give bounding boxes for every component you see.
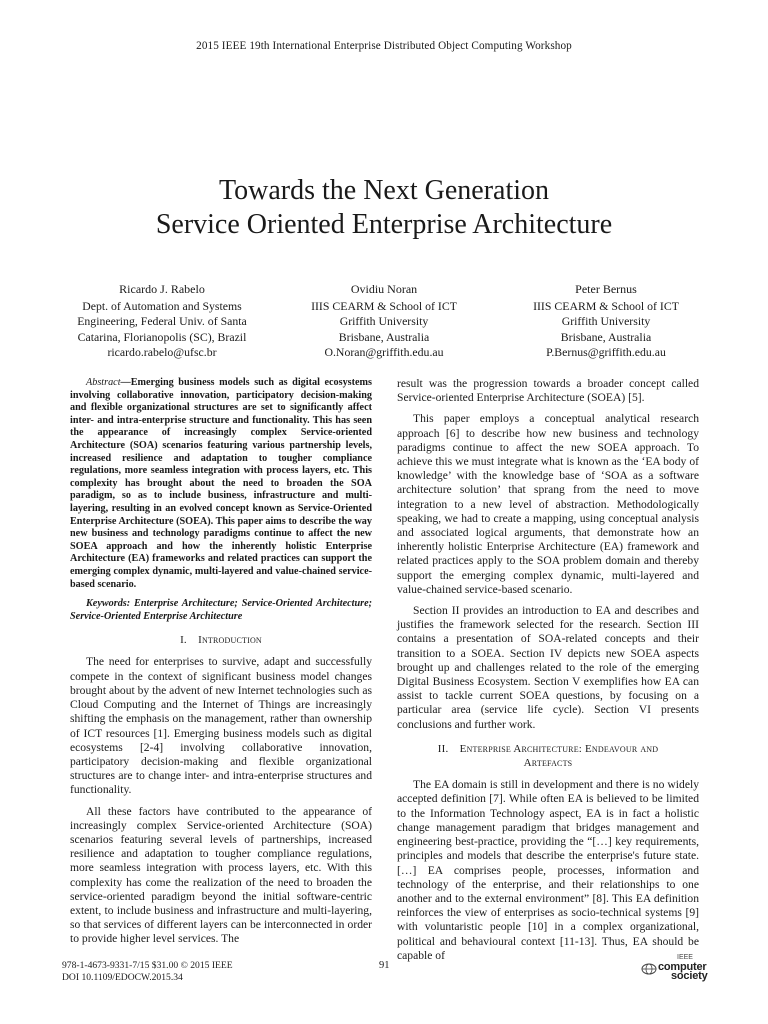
author-affiliation-line: Brisbane, Australia bbox=[560, 329, 652, 344]
page-number: 91 bbox=[379, 960, 390, 971]
author-affiliation-line: IIIS CEARM & School of ICT bbox=[311, 298, 457, 313]
left-column bbox=[70, 377, 372, 954]
author-2 bbox=[284, 282, 484, 361]
footer-isbn-line: 978-1-4673-9331-7/15 $31.00 © 2015 IEEE bbox=[62, 960, 233, 971]
paragraph: The EA domain is still in development and there is no widely accepted definition [7]. While often EA is believed to be limited to the Information Technology aspect, EA is in fact a holistic change management paradigm that bridges management and engineering best-practice, providing the “[…] key requirements, principles and models that describe the enterprise's future state. […] EA comprises people, processes, information and technology of the enterprise, and their relationships to one another and to the external environment” [8]. This EA definition reinforces the view of enterprises as socio-technical systems [9] with voluntaristic people [10] in a complex organizational, political and behavioural context [11-13]. Thus, EA should be capable of bbox=[397, 778, 699, 962]
paragraph: All these factors have contributed to the appearance of increasingly complex Service-oriented Architecture (SOA) scenarios featuring several levels of partnerships, increased resilience and adaptation to tougher compliance regulations, more seamless integration with process layers, etc. With this complexity has come the realization of the need to broaden the service-oriented paradigm beyond the initial software-centric extent, to include business and infrastructure and multi-layering, so that services of different layers can be interconnected in order to provide higher level services. The bbox=[70, 804, 372, 946]
title-line-2: Service Oriented Enterprise Architecture bbox=[155, 209, 613, 240]
author-name: Ricardo J. Rabelo bbox=[119, 282, 205, 296]
author-name: Ovidiu Noran bbox=[350, 282, 418, 296]
author-affiliation-line: Catarina, Florianopolis (SC), Brazil bbox=[77, 329, 247, 344]
footer-doi-line: DOI 10.1109/EDOCW.2015.34 bbox=[62, 972, 183, 983]
abstract-lead: Abstract bbox=[86, 377, 121, 388]
paragraph: Section II provides an introduction to EA and describes and justifies the framework selected for the research. Section III contains a presentation of SOA-related concepts and their transition to a SOEA. Section IV depicts new SOEA aspects brought up and challenges related to the role of the emerging Digital Business Ecosystem. Section V exemplifies how EA can assist to tackle current SOEA questions, by focusing on a particular area (service life cycle). Section VI presents conclusions and further work. bbox=[397, 604, 699, 731]
author-affiliation-line: Engineering, Federal Univ. of Santa bbox=[77, 314, 247, 328]
paper-title bbox=[0, 174, 768, 242]
globe-icon bbox=[641, 963, 657, 975]
computer-society-logo bbox=[641, 954, 715, 980]
abstract-text: Emerging business models such as digital ecosystems involving collaborative innovation, participatory decision-making and flexible organizational structures are set to significantly affect inter- and intra-enterprise structure and functionality. This has seen the appearance of increasingly complex Service-oriented Architecture (SOA) scenarios featuring various partnership levels, increased resilience and adaptation to tougher compliance regulations, more seamless integration with process layers, etc. This complexity has brought about the need to broaden the SOA paradigm, so as to include business, infrastructure and multi-layering, resulting in an evolved concept known as Service-Oriented Enterprise Architecture (SOEA). This paper aims to describe the way new business and technology paradigms continue to affect the new SOEA approach and how the inherently holistic Enterprise Architecture (EA) frameworks and related practices can support the emerging complex dynamic, multi-layered and value-chained service-based scenario. bbox=[70, 377, 372, 590]
author-affiliation-line: IIIS CEARM & School of ICT bbox=[533, 298, 679, 313]
title-line-1: Towards the Next Generation bbox=[218, 175, 550, 206]
author-block bbox=[62, 282, 706, 359]
logo-computer-text: computer bbox=[658, 961, 707, 973]
author-1 bbox=[62, 282, 262, 361]
author-affiliation-line: Griffith University bbox=[339, 314, 429, 328]
section-heading-enterprise-architecture bbox=[397, 742, 699, 770]
author-3 bbox=[506, 282, 706, 361]
author-email: P.Bernus@griffith.edu.au bbox=[546, 345, 666, 359]
abstract bbox=[70, 377, 372, 591]
author-email: ricardo.rabelo@ufsc.br bbox=[107, 345, 217, 359]
footer-copyright bbox=[62, 960, 233, 984]
right-column bbox=[397, 377, 699, 970]
section-heading-line: Artefacts bbox=[523, 757, 573, 770]
author-affiliation-line: Dept. of Automation and Systems bbox=[82, 298, 242, 313]
logo-ieee-text: IEEE bbox=[677, 954, 693, 961]
keywords: Keywords: Enterprise Architecture; Service-Oriented Architecture; Service-Oriented Enterprise Architecture bbox=[70, 598, 372, 622]
abstract-dash: — bbox=[120, 377, 131, 388]
conference-header: 2015 IEEE 19th International Enterprise Distributed Object Computing Workshop bbox=[196, 40, 572, 52]
author-affiliation-line: Griffith University bbox=[561, 314, 651, 328]
section-heading-introduction: I. Introduction bbox=[180, 634, 262, 647]
author-name: Peter Bernus bbox=[575, 282, 637, 296]
logo-society-text: society bbox=[671, 970, 708, 982]
section-heading-line: II. Enterprise Architecture: Endeavour and bbox=[437, 742, 659, 755]
paragraph-continued: result was the progression towards a broader concept called Service-oriented Enterprise Architecture (SOEA) [5]. bbox=[397, 377, 699, 405]
paragraph: The need for enterprises to survive, adapt and successfully compete in the context of significant business model changes brought about by the advent of new Internet technologies such as Cloud Computing and the Internet of Things are increasingly shifting the emphasis on the management, rather than ownership of ICT resources [1]. Emerging business models such as digital ecosystems [2-4] involving collaborative innovation, participatory decision-making and flexible organizational structures are to change inter- and intra-enterprise structures and functionality. bbox=[70, 655, 372, 797]
author-email: O.Noran@griffith.edu.au bbox=[324, 345, 444, 359]
paragraph: This paper employs a conceptual analytical research approach [6] to describe how new business and technology paradigms continue to affect the new SOEA approach. To achieve this we must integrate what is known as the ‘EA body of knowledge’ with the knowledge base of ‘SOA as a software architecture solution’ that sprang from the need to move integration to a new level of abstraction. Methodologically speaking, we had to create a mapping, using conceptual analysis and associated logical arguments, that demonstrate how an inherently holistic Enterprise Architecture (EA) framework and related practices apply to the SOA problem domain and thereby support the emerging complex dynamic, multi-layered and value-chained service-based scenario. bbox=[397, 412, 699, 596]
author-affiliation-line: Brisbane, Australia bbox=[338, 329, 430, 344]
